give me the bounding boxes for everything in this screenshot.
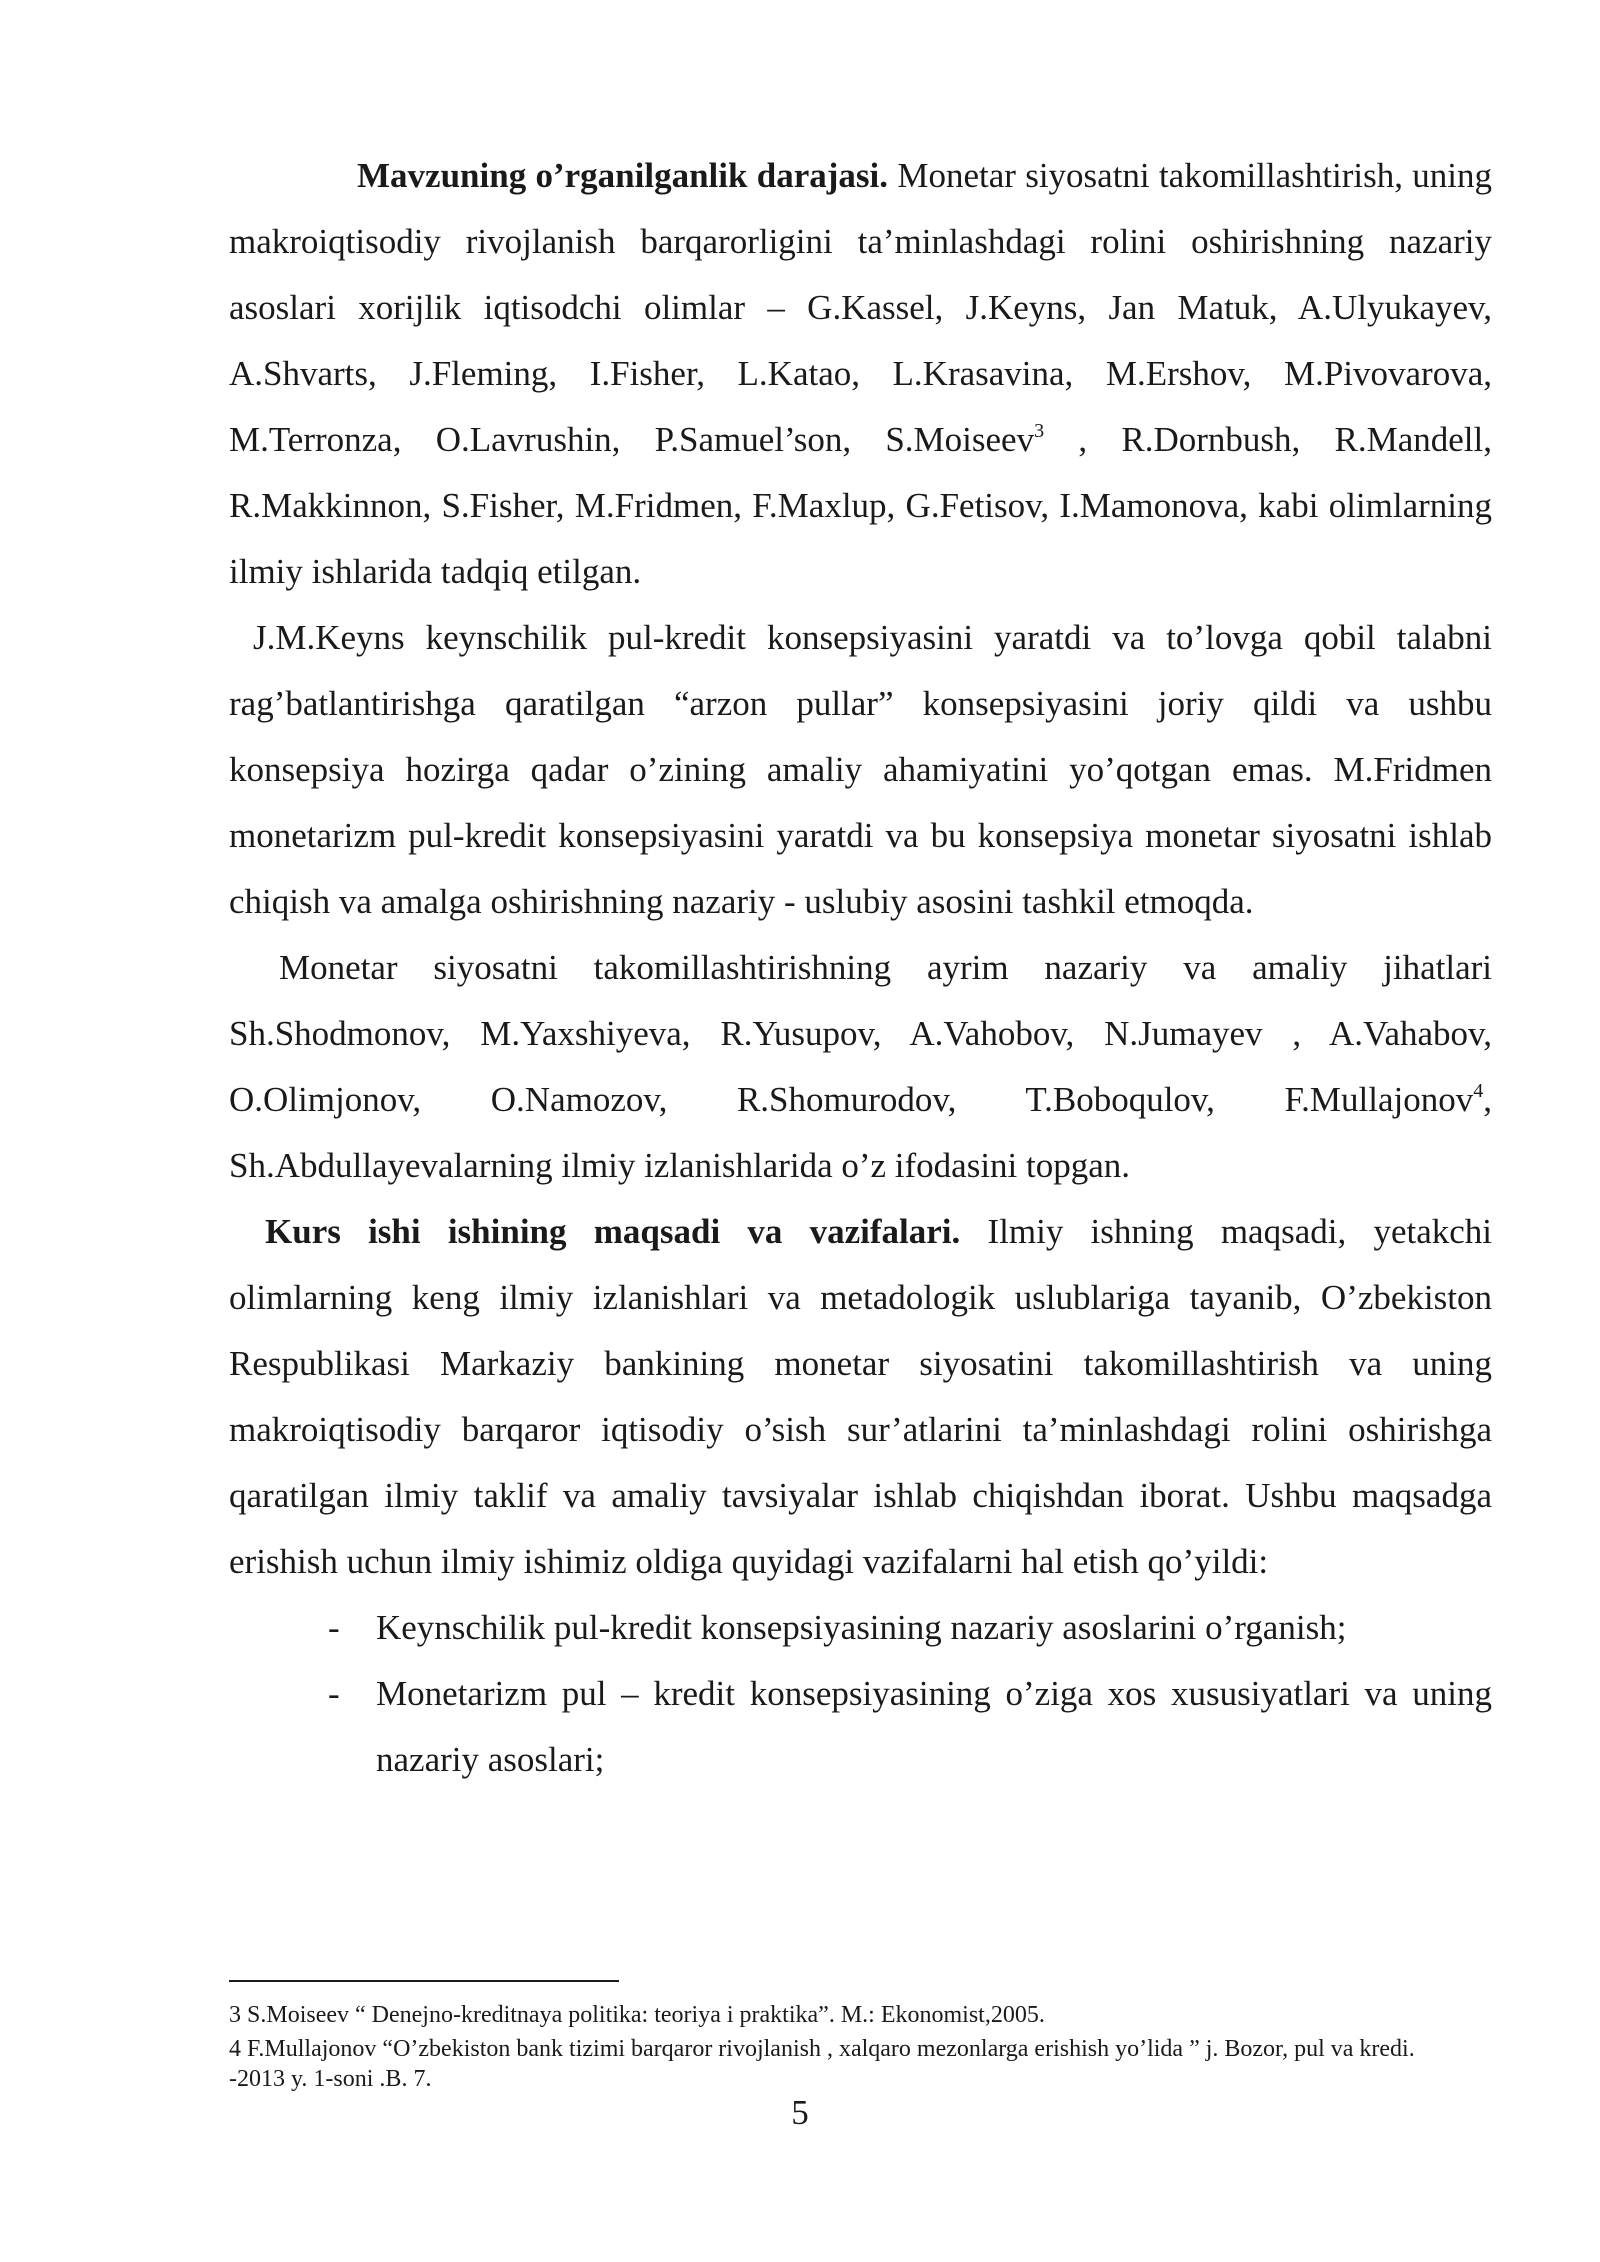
paragraph-text-continued: , R.Dornbush, R.Mandell, R.Makkinnon, S.Fisher, M.Fridmen, F.Maxlup, G.Fetisov, I.Mamonova, kabi olimlarning ilmiy ishlarida tadqiq etilgan. <box>229 420 1492 591</box>
footnote: 4 F.Mullajonov “O’zbekiston bank tizimi barqaror rivojlanish , xalqaro mezonlarga erishish yo’lida ” j. Bozor, pul va kredi. -2013 y. 1-soni .B. 7. <box>229 2036 1415 2092</box>
task-list <box>229 1595 1492 1793</box>
footnotes <box>229 2000 1469 2098</box>
footnote-ref[interactable]: 3 <box>1034 420 1045 442</box>
paragraph-text: Monetar siyosatni takomillashtirish, uning makroiqtisodiy rivojlanish barqarorligini ta’minlashdagi rolini oshirishning nazariy asoslari xorijlik iqtisodchi olimlar – G.Kassel, J.Keyns, Jan Matuk, A.Ulyukayev, A.Shvarts, J.Fleming, I.Fisher, L.Katao, L.Krasavina, M.Ershov, M.Pivovarova, M.Terronza, O.Lavrushin, P.Samuel’son, S.Moiseev <box>229 156 1492 459</box>
list-dash: - <box>328 1674 340 1713</box>
footnote: 3 S.Moiseev “ Denejno-kreditnaya politika: teoriya i praktika”. M.: Ekonomist,2005. <box>229 2002 1045 2028</box>
list-dash: - <box>328 1608 340 1647</box>
footnote-ref[interactable]: 4 <box>1473 1080 1484 1102</box>
paragraph-text-continued: , Sh.Abdullayevalarning ilmiy izlanishlarida o’z ifodasini topgan. <box>229 1080 1492 1185</box>
paragraph-text: Ilmiy ishning maqsadi, yetakchi olimlarning keng ilmiy izlanishlari va metadologik uslublariga tayanib, O’zbekiston Respublikasi Markaziy bankining monetar siyosatini takomillashtirish va uning makroiqtisodiy barqaror iqtisodiy o’sish sur’atlarini ta’minlashdagi rolini oshirishga qaratilgan ilmiy taklif va amaliy tavsiyalar ishlab chiqishdan iborat. Ushbu maqsadga erishish uchun ilmiy ishimiz oldiga quyidagi vazifalarni hal etish qo’yildi: <box>229 1212 1492 1581</box>
footnote-separator <box>229 1980 619 1982</box>
paragraph-goals <box>229 1199 1492 1595</box>
list-item <box>328 1595 1492 1661</box>
paragraph-study-level <box>229 143 1492 605</box>
paragraph-text: Monetar siyosatni takomillashtirishning ayrim nazariy va amaliy jihatlari Sh.Shodmonov, M.Yaxshiyeva, R.Yusupov, A.Vahobov, N.Jumayev , A.Vahabov, O.Olimjonov, O.Namozov, R.Shomurodov, T.Boboqulov, F.Mullajonov <box>229 948 1492 1119</box>
paragraph-heading: Kurs ishi ishining maqsadi va vazifalari. <box>265 1212 961 1251</box>
page-number: 5 <box>791 2093 809 2132</box>
list-item-text: Monetarizm pul – kredit konsepsiyasining o’ziga xos xususiyatlari va uning nazariy asoslari; <box>376 1674 1492 1779</box>
paragraph-text: J.M.Keyns keynschilik pul-kredit konsepsiyasini yaratdi va to’lovga qobil talabni rag’batlantirishga qaratilgan “arzon pullar” konsepsiyasini joriy qildi va ushbu konsepsiya hozirga qadar o’zining amaliy ahamiyatini yo’qotgan emas. M.Fridmen monetarizm pul-kredit konsepsiyasini yaratdi va bu konsepsiya monetar siyosatni ishlab chiqish va amalga oshirishning nazariy - uslubiy asosini tashkil etmoqda. <box>229 618 1492 921</box>
paragraph-heading: Mavzuning o’rganilganlik darajasi. <box>357 156 889 195</box>
list-item-text: Keynschilik pul-kredit konsepsiyasining nazariy asoslarini o’rganish; <box>376 1608 1347 1647</box>
body-text <box>229 143 1492 1793</box>
paragraph-scholars <box>229 935 1492 1199</box>
paragraph-keyns <box>229 605 1492 935</box>
list-item <box>328 1661 1492 1793</box>
